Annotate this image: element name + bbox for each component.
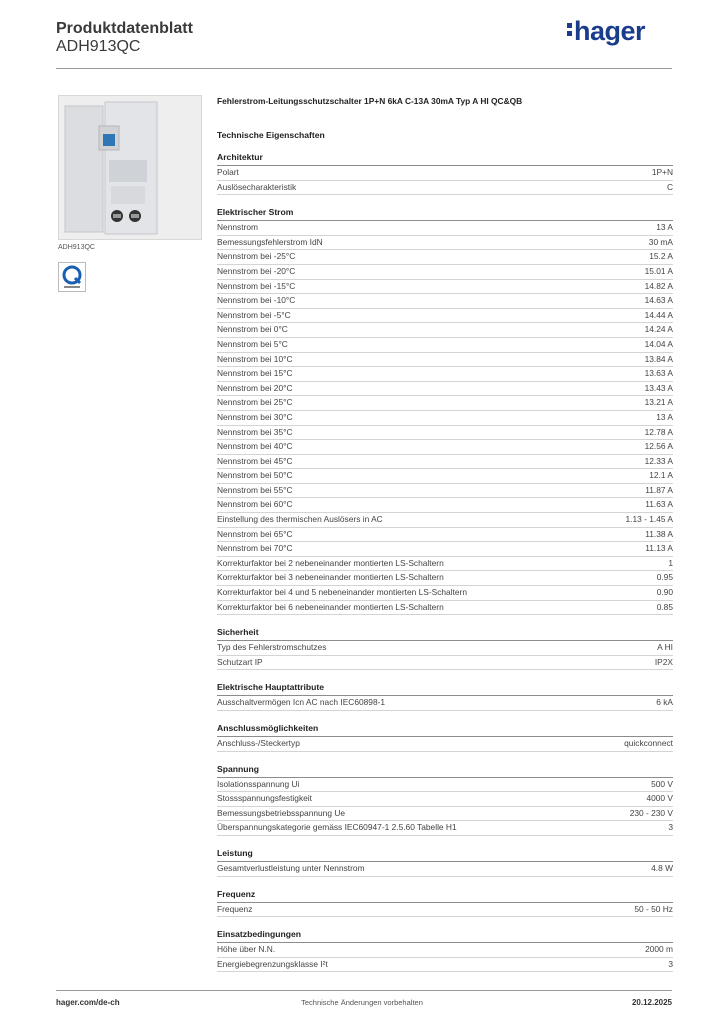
- spec-label: Nennstrom bei 25°C: [217, 397, 293, 408]
- spec-value: 0.90: [656, 587, 673, 598]
- spec-value: IP2X: [654, 656, 673, 667]
- spec-label: Nennstrom: [217, 222, 258, 233]
- spec-row: [217, 440, 673, 455]
- quality-seal-icon: [59, 263, 85, 291]
- spec-label: Nennstrom bei -15°C: [217, 280, 296, 291]
- spec-row: [217, 265, 673, 280]
- spec-label: Anschluss-/Steckertyp: [217, 738, 300, 748]
- spec-label: Überspannungskategorie gemäss IEC60947-1 2.5.60 Tabelle H1: [217, 822, 457, 833]
- spec-label: Nennstrom bei -20°C: [217, 265, 296, 276]
- section-title: Spannung: [217, 764, 673, 778]
- spec-value: 11.38 A: [645, 528, 673, 539]
- spec-value: 14.44 A: [644, 309, 673, 320]
- footer-disclaimer: Technische Änderungen vorbehalten: [301, 998, 423, 1007]
- spec-label: Nennstrom bei 50°C: [217, 470, 293, 481]
- logo-dots-icon: [567, 20, 572, 39]
- product-code: ADH913QC: [56, 38, 141, 55]
- spec-section: [217, 682, 673, 711]
- spec-row: [217, 411, 673, 426]
- spec-value: 30 mA: [648, 236, 673, 247]
- spec-row: [217, 696, 673, 711]
- spec-label: Isolationsspannung Ui: [217, 778, 300, 789]
- spec-label: Nennstrom bei -25°C: [217, 251, 296, 262]
- spec-value: 13.84 A: [644, 353, 673, 364]
- spec-row: [217, 469, 673, 484]
- spec-row: [217, 236, 673, 251]
- spec-row: [217, 294, 673, 309]
- product-caption: ADH913QC: [58, 244, 95, 251]
- main-content: [217, 94, 673, 984]
- spec-section: [217, 764, 673, 836]
- spec-label: Höhe über N.N.: [217, 944, 276, 955]
- spec-value: 2000 m: [645, 944, 673, 955]
- spec-label: Bemessungsbetriebsspannung Ue: [217, 807, 346, 818]
- spec-row: [217, 656, 673, 671]
- spec-label: Korrekturfaktor bei 6 nebeneinander montierten LS-Schaltern: [217, 601, 444, 612]
- spec-label: Nennstrom bei 30°C: [217, 411, 293, 422]
- spec-value: 13 A: [656, 222, 673, 233]
- spec-row: [217, 353, 673, 368]
- spec-label: Gesamtverlustleistung unter Nennstrom: [217, 862, 365, 873]
- spec-value: 15.01 A: [644, 265, 673, 276]
- section-title: Frequenz: [217, 889, 673, 903]
- spec-value: 4000 V: [646, 793, 673, 804]
- spec-label: Typ des Fehlerstromschutzes: [217, 642, 327, 653]
- spec-row: [217, 309, 673, 324]
- spec-row: [217, 338, 673, 353]
- spec-row: [217, 166, 673, 181]
- spec-row: [217, 181, 673, 196]
- spec-section: [217, 723, 673, 752]
- spec-row: [217, 778, 673, 793]
- spec-row: [217, 903, 673, 918]
- spec-row: [217, 250, 673, 265]
- spec-label: Bemessungsfehlerstrom IdN: [217, 236, 323, 247]
- spec-row: [217, 601, 673, 616]
- spec-label: Nennstrom bei 0°C: [217, 324, 288, 335]
- spec-section: [217, 889, 673, 918]
- spec-label: Energiebegrenzungsklasse I²t: [217, 958, 328, 969]
- spec-section: [217, 848, 673, 877]
- footer-date: 20.12.2025: [631, 998, 672, 1007]
- spec-row: [217, 792, 673, 807]
- spec-label: Korrekturfaktor bei 3 nebeneinander montierten LS-Schaltern: [217, 572, 444, 583]
- tech-properties-heading: Technische Eigenschaften: [217, 130, 325, 140]
- spec-row: [217, 221, 673, 236]
- spec-value: 1: [668, 557, 673, 568]
- spec-label: Einstellung des thermischen Auslösers in AC: [217, 514, 383, 525]
- spec-section: [217, 627, 673, 670]
- spec-value: quickconnect: [624, 738, 673, 748]
- spec-value: 1P+N: [651, 167, 673, 177]
- spec-label: Nennstrom bei 20°C: [217, 382, 293, 393]
- spec-label: Nennstrom bei 5°C: [217, 338, 288, 349]
- spec-value: 14.63 A: [644, 295, 673, 306]
- spec-sections: [217, 152, 673, 972]
- spec-row: [217, 528, 673, 543]
- spec-label: Nennstrom bei 15°C: [217, 368, 293, 379]
- circuit-breaker-icon: [59, 96, 201, 239]
- spec-value: 3: [668, 958, 673, 969]
- spec-label: Nennstrom bei 70°C: [217, 543, 293, 554]
- spec-value: 4.8 W: [651, 862, 673, 873]
- footer-website[interactable]: hager.com/de-ch: [56, 998, 120, 1007]
- spec-row: [217, 396, 673, 411]
- spec-row: [217, 586, 673, 601]
- spec-label: Stossspannungsfestigkeit: [217, 793, 312, 804]
- spec-row: [217, 862, 673, 877]
- spec-label: Nennstrom bei 65°C: [217, 528, 293, 539]
- section-title: Anschlussmöglichkeiten: [217, 723, 673, 737]
- header-divider: [56, 68, 672, 69]
- spec-value: 12.1 A: [649, 470, 673, 481]
- spec-section: [217, 207, 673, 615]
- spec-label: Nennstrom bei 45°C: [217, 455, 293, 466]
- spec-value: 11.13 A: [645, 543, 673, 554]
- section-title: Leistung: [217, 848, 673, 862]
- spec-row: [217, 382, 673, 397]
- spec-value: 0.95: [656, 572, 673, 583]
- spec-row: [217, 513, 673, 528]
- spec-row: [217, 821, 673, 836]
- spec-label: Ausschaltvermögen Icn AC nach IEC60898-1: [217, 697, 386, 708]
- spec-row: [217, 641, 673, 656]
- spec-row: [217, 542, 673, 557]
- spec-value: 0.85: [656, 601, 673, 612]
- spec-row: [217, 807, 673, 822]
- spec-value: A HI: [657, 642, 673, 653]
- spec-label: Nennstrom bei 60°C: [217, 499, 293, 510]
- spec-value: 6 kA: [656, 697, 673, 708]
- spec-value: 13.21 A: [644, 397, 673, 408]
- footer-divider: [56, 990, 672, 991]
- spec-row: [217, 455, 673, 470]
- spec-value: 12.78 A: [644, 426, 673, 437]
- spec-row: [217, 557, 673, 572]
- spec-label: Frequenz: [217, 903, 253, 914]
- page-title: Produktdatenblatt: [56, 20, 193, 37]
- spec-label: Korrekturfaktor bei 2 nebeneinander montierten LS-Schaltern: [217, 557, 444, 568]
- spec-label: Nennstrom bei -5°C: [217, 309, 291, 320]
- spec-label: Nennstrom bei 10°C: [217, 353, 293, 364]
- spec-row: [217, 484, 673, 499]
- quality-mark: [58, 262, 86, 292]
- spec-value: 500 V: [651, 778, 673, 789]
- spec-label: Auslösecharakteristik: [217, 181, 297, 192]
- spec-label: Nennstrom bei 40°C: [217, 441, 293, 452]
- spec-value: 13.63 A: [644, 368, 673, 379]
- spec-label: Korrekturfaktor bei 4 und 5 nebeneinander montierten LS-Schaltern: [217, 587, 468, 598]
- section-title: Sicherheit: [217, 627, 673, 641]
- spec-label: Schutzart IP: [217, 656, 263, 667]
- section-title: Elektrischer Strom: [217, 207, 673, 221]
- section-title: Einsatzbedingungen: [217, 929, 673, 943]
- product-title: Fehlerstrom-Leitungsschutzschalter 1P+N 6kA C-13A 30mA Typ A HI QC&QB: [217, 96, 523, 106]
- spec-label: Nennstrom bei 35°C: [217, 426, 293, 437]
- spec-value: 15.2 A: [649, 251, 673, 262]
- spec-section: [217, 152, 673, 195]
- spec-row: [217, 958, 673, 973]
- spec-row: [217, 571, 673, 586]
- spec-value: 13 A: [656, 411, 673, 422]
- spec-value: 13.43 A: [644, 382, 673, 393]
- spec-value: 1.13 - 1.45 A: [625, 514, 673, 525]
- spec-value: 11.63 A: [645, 499, 673, 510]
- spec-row: [217, 426, 673, 441]
- spec-value: 3: [668, 822, 673, 833]
- spec-value: 12.33 A: [644, 455, 673, 466]
- spec-label: Nennstrom bei 55°C: [217, 484, 293, 495]
- spec-value: 12.56 A: [644, 441, 673, 452]
- spec-value: 230 - 230 V: [629, 807, 673, 818]
- section-title: Elektrische Hauptattribute: [217, 682, 673, 696]
- spec-value: 14.82 A: [644, 280, 673, 291]
- product-image: [58, 95, 202, 240]
- spec-label: Polart: [217, 167, 239, 177]
- hager-logo: [567, 16, 645, 47]
- spec-label: Nennstrom bei -10°C: [217, 295, 296, 306]
- spec-row: [217, 367, 673, 382]
- spec-row: [217, 737, 673, 752]
- spec-value: 14.24 A: [644, 324, 673, 335]
- spec-row: [217, 498, 673, 513]
- spec-row: [217, 280, 673, 295]
- spec-row: [217, 323, 673, 338]
- section-title: Architektur: [217, 152, 673, 166]
- spec-value: 50 - 50 Hz: [634, 903, 673, 914]
- spec-value: C: [666, 181, 673, 192]
- spec-value: 14.04 A: [644, 338, 673, 349]
- logo-text: hager: [574, 16, 646, 46]
- spec-value: 11.87 A: [645, 484, 673, 495]
- spec-row: [217, 943, 673, 958]
- spec-section: [217, 929, 673, 972]
